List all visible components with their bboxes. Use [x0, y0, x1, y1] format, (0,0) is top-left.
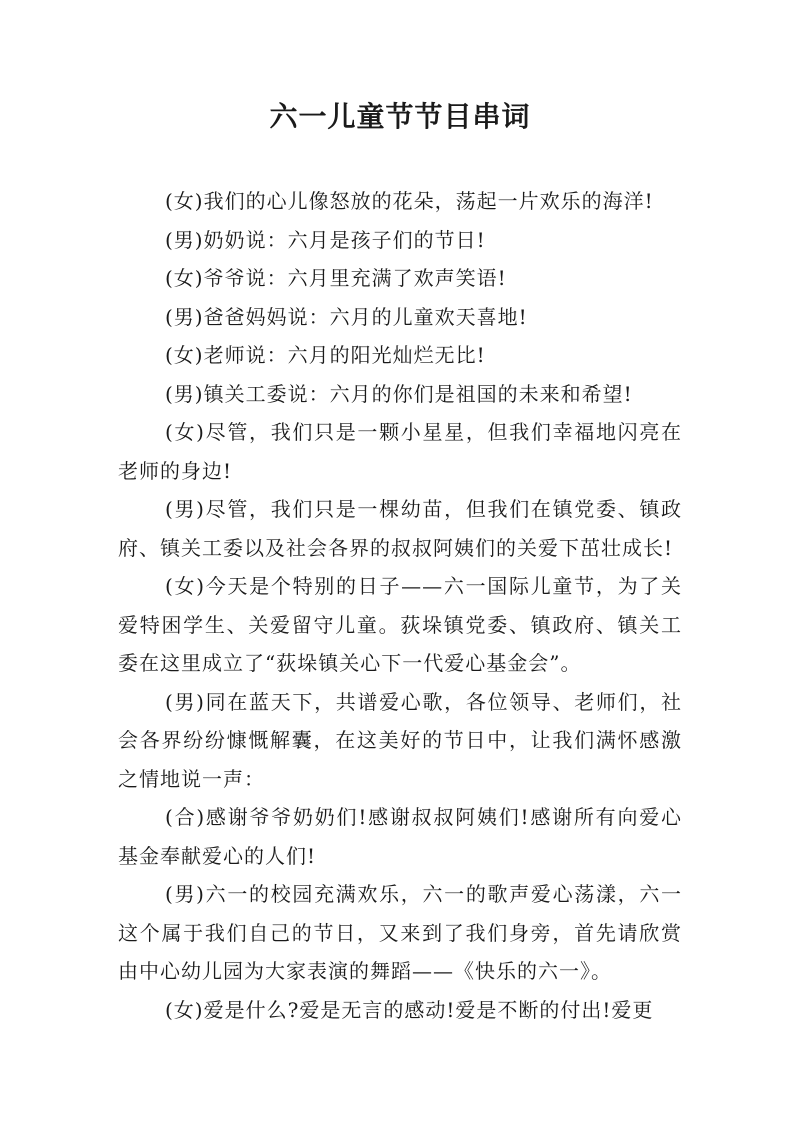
document-body: [118, 182, 682, 1029]
paragraph: (男)爸爸妈妈说：六月的儿童欢天喜地!: [165, 304, 528, 329]
paragraph: (女)爷爷说：六月里充满了欢声笑语!: [165, 266, 507, 290]
paragraph: (男)同在蓝天下，共谱爱心歌，各位领导、老师们，社会各界纷纷慷慨解囊，在这美好的节日中，让我们满怀感激之情地说一声：: [118, 689, 682, 791]
paragraph: (女)今天是个特别的日子——六一国际儿童节，为了关爱特困学生、关爱留守儿童。荻垛镇党委、镇政府、镇关工委在这里成立了“荻垛镇关心下一代爱心基金会”。: [118, 574, 682, 675]
paragraph: (女)我们的心儿像怒放的花朵，荡起一片欢乐的海洋!: [165, 189, 654, 213]
paragraph: (男)奶奶说：六月是孩子们的节日!: [165, 227, 486, 252]
paragraph: (男)六一的校园充满欢乐，六一的歌声爱心荡漾，六一这个属于我们自己的节日，又来到了我们身旁，首先请欣赏由中心幼儿园为大家表演的舞蹈——《快乐的六一》。: [118, 882, 682, 983]
paragraph: (男)尽管，我们只是一棵幼苗，但我们在镇党委、镇政府、镇关工委以及社会各界的叔叔阿姨们的关爱下茁壮成长!: [118, 497, 682, 560]
paragraph: (男)镇关工委说：六月的你们是祖国的未来和希望!: [165, 381, 633, 406]
paragraph: (女)老师说：六月的阳光灿烂无比!: [165, 343, 486, 367]
paragraph: (合)感谢爷爷奶奶们!感谢叔叔阿姨们!感谢所有向爱心基金奉献爱心的人们!: [118, 805, 682, 868]
document-title: 六一儿童节节目串词: [269, 100, 531, 133]
paragraph: (女)尽管，我们只是一颗小星星，但我们幸福地闪亮在老师的身边!: [118, 420, 682, 483]
paragraph: (女)爱是什么?爱是无言的感动!爱是不断的付出!爱更: [165, 997, 654, 1022]
